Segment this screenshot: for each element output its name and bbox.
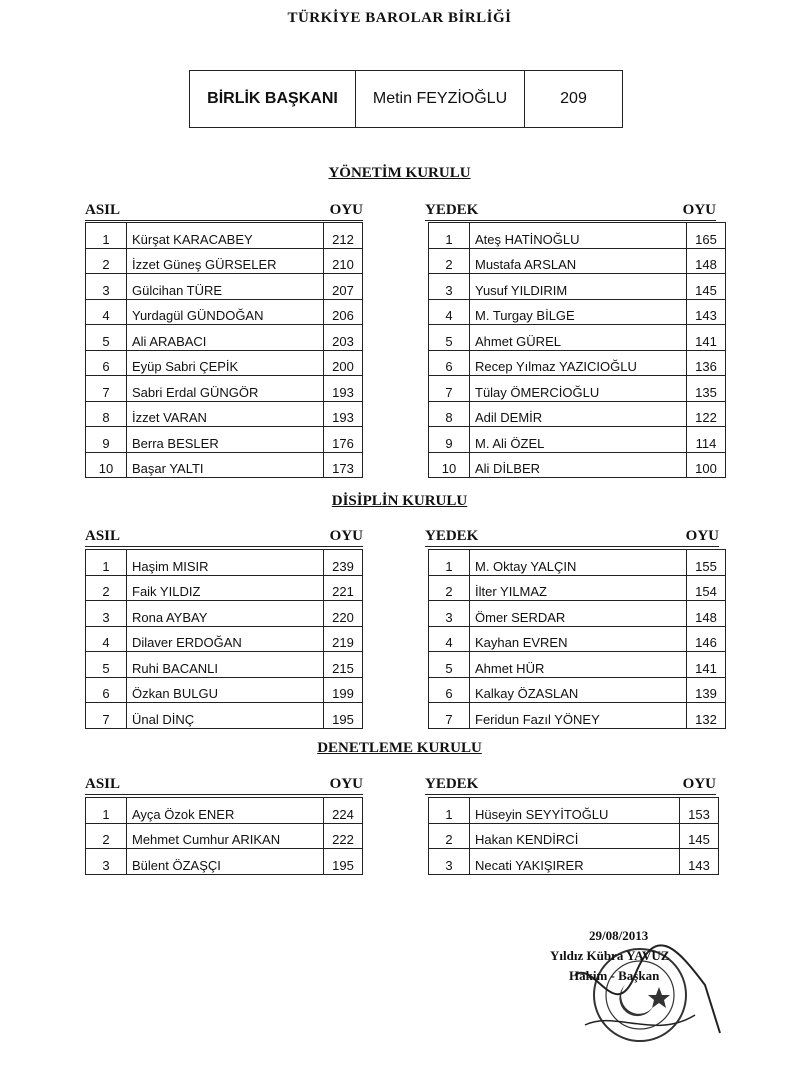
member-name: Dilaver ERDOĞAN — [127, 626, 324, 652]
row-number: 6 — [86, 677, 127, 703]
row-number: 2 — [429, 823, 470, 849]
table-row — [86, 798, 363, 824]
asil-label: ASIL — [85, 202, 121, 218]
member-name: Ayça Özok ENER — [127, 798, 324, 824]
table-row — [429, 223, 726, 249]
yonetim-asil-header — [85, 202, 363, 220]
vote-count: 203 — [324, 325, 363, 351]
row-number: 4 — [429, 626, 470, 652]
member-name: Ömer SERDAR — [470, 601, 687, 627]
table-row — [429, 376, 726, 402]
signature-role: Hakim - Başkan — [569, 968, 660, 983]
member-name: Özkan BULGU — [127, 677, 324, 703]
member-name: Recep Yılmaz YAZICIOĞLU — [470, 350, 687, 376]
row-number: 5 — [429, 652, 470, 678]
vote-count: 148 — [687, 601, 726, 627]
vote-count: 221 — [324, 575, 363, 601]
table-row — [429, 677, 726, 703]
vote-count: 114 — [687, 427, 726, 453]
row-number: 7 — [429, 376, 470, 402]
table-row — [86, 299, 363, 325]
row-number: 10 — [86, 452, 127, 478]
vote-count: 222 — [324, 823, 363, 849]
vote-count: 145 — [687, 274, 726, 300]
disiplin-asil-table — [85, 549, 363, 729]
yonetim-yedek-table — [428, 222, 726, 478]
vote-count: 143 — [680, 849, 719, 875]
president-name: Metin FEYZİOĞLU — [356, 71, 525, 127]
vote-count: 215 — [324, 652, 363, 678]
member-name: Mustafa ARSLAN — [470, 248, 687, 274]
table-row — [429, 248, 726, 274]
president-box — [189, 70, 623, 128]
oyu-label: OYU — [329, 776, 363, 792]
yonetim-asil-table — [85, 222, 363, 478]
table-row — [86, 601, 363, 627]
row-number: 7 — [86, 376, 127, 402]
table-row — [429, 601, 726, 627]
row-number: 10 — [429, 452, 470, 478]
yedek-label: YEDEK — [425, 776, 479, 792]
vote-count: 132 — [687, 703, 726, 729]
member-name: Yurdagül GÜNDOĞAN — [127, 299, 324, 325]
table-row — [429, 652, 726, 678]
oyu-label: OYU — [329, 528, 363, 544]
section-title-yonetim: YÖNETİM KURULU — [328, 165, 471, 181]
row-number: 1 — [429, 798, 470, 824]
member-name: Eyüp Sabri ÇEPİK — [127, 350, 324, 376]
vote-count: 154 — [687, 575, 726, 601]
table-row — [429, 550, 726, 576]
row-number: 2 — [86, 248, 127, 274]
row-number: 9 — [429, 427, 470, 453]
row-number: 8 — [86, 401, 127, 427]
vote-count: 145 — [680, 823, 719, 849]
member-name: Haşim MISIR — [127, 550, 324, 576]
member-name: M. Oktay YALÇIN — [470, 550, 687, 576]
vote-count: 239 — [324, 550, 363, 576]
vote-count: 148 — [687, 248, 726, 274]
signature-date: 29/08/2013 — [589, 928, 649, 943]
row-number: 3 — [429, 274, 470, 300]
member-name: Hakan KENDİRCİ — [470, 823, 680, 849]
disiplin-asil-header — [85, 528, 363, 546]
vote-count: 212 — [324, 223, 363, 249]
member-name: İzzet Güneş GÜRSELER — [127, 248, 324, 274]
denetleme-asil-table — [85, 797, 363, 875]
vote-count: 100 — [687, 452, 726, 478]
table-row — [86, 677, 363, 703]
table-row — [86, 401, 363, 427]
table-row — [429, 703, 726, 729]
vote-count: 193 — [324, 376, 363, 402]
row-number: 1 — [429, 223, 470, 249]
member-name: Tülay ÖMERCİOĞLU — [470, 376, 687, 402]
vote-count: 165 — [687, 223, 726, 249]
oyu-label: OYU — [682, 776, 716, 792]
member-name: Hüseyin SEYYİTOĞLU — [470, 798, 680, 824]
yedek-label: YEDEK — [425, 202, 479, 218]
table-row — [429, 823, 719, 849]
member-name: Ali DİLBER — [470, 452, 687, 478]
table-row — [86, 575, 363, 601]
vote-count: 135 — [687, 376, 726, 402]
table-row — [429, 274, 726, 300]
member-name: Feridun Fazıl YÖNEY — [470, 703, 687, 729]
section-title-denetleme: DENETLEME KURULU — [317, 740, 482, 756]
member-name: Kayhan EVREN — [470, 626, 687, 652]
vote-count: 206 — [324, 299, 363, 325]
vote-count: 200 — [324, 350, 363, 376]
row-number: 4 — [86, 626, 127, 652]
table-row — [86, 427, 363, 453]
denetleme-asil-header — [85, 776, 363, 794]
table-row — [86, 849, 363, 875]
member-name: Faik YILDIZ — [127, 575, 324, 601]
vote-count: 219 — [324, 626, 363, 652]
vote-count: 195 — [324, 849, 363, 875]
vote-count: 141 — [687, 325, 726, 351]
table-row — [86, 376, 363, 402]
vote-count: 155 — [687, 550, 726, 576]
vote-count: 153 — [680, 798, 719, 824]
yedek-label: YEDEK — [425, 528, 479, 544]
vote-count: 199 — [324, 677, 363, 703]
row-number: 3 — [86, 849, 127, 875]
vote-count: 141 — [687, 652, 726, 678]
oyu-label: OYU — [329, 202, 363, 218]
row-number: 3 — [429, 849, 470, 875]
member-name: M. Ali ÖZEL — [470, 427, 687, 453]
member-name: Ünal DİNÇ — [127, 703, 324, 729]
table-row — [86, 223, 363, 249]
row-number: 5 — [429, 325, 470, 351]
member-name: Adil DEMİR — [470, 401, 687, 427]
table-row — [86, 325, 363, 351]
row-number: 8 — [429, 401, 470, 427]
yonetim-yedek-header — [425, 202, 716, 220]
row-number: 1 — [429, 550, 470, 576]
row-number: 9 — [86, 427, 127, 453]
disiplin-yedek-header — [425, 528, 719, 546]
row-number: 2 — [429, 575, 470, 601]
member-name: Berra BESLER — [127, 427, 324, 453]
vote-count: 193 — [324, 401, 363, 427]
row-number: 3 — [86, 274, 127, 300]
asil-label: ASIL — [85, 528, 121, 544]
asil-label: ASIL — [85, 776, 121, 792]
oyu-label: OYU — [682, 202, 716, 218]
table-row — [86, 350, 363, 376]
table-row — [429, 325, 726, 351]
table-row — [86, 626, 363, 652]
member-name: Rona AYBAY — [127, 601, 324, 627]
document-title: TÜRKİYE BAROLAR BİRLİĞİ — [287, 10, 512, 26]
vote-count: 173 — [324, 452, 363, 478]
disiplin-yedek-table — [428, 549, 726, 729]
row-number: 5 — [86, 325, 127, 351]
row-number: 1 — [86, 798, 127, 824]
member-name: Necati YAKIŞIRER — [470, 849, 680, 875]
vote-count: 139 — [687, 677, 726, 703]
table-row — [429, 299, 726, 325]
table-row — [86, 452, 363, 478]
member-name: Bülent ÖZAŞÇI — [127, 849, 324, 875]
president-votes: 209 — [560, 90, 587, 107]
vote-count: 143 — [687, 299, 726, 325]
vote-count: 224 — [324, 798, 363, 824]
member-name: Başar YALTI — [127, 452, 324, 478]
vote-count: 146 — [687, 626, 726, 652]
table-row — [86, 274, 363, 300]
vote-count: 176 — [324, 427, 363, 453]
member-name: Gülcihan TÜRE — [127, 274, 324, 300]
vote-count: 195 — [324, 703, 363, 729]
member-name: Ateş HATİNOĞLU — [470, 223, 687, 249]
table-row — [429, 849, 719, 875]
member-name: Ahmet HÜR — [470, 652, 687, 678]
member-name: Kalkay ÖZASLAN — [470, 677, 687, 703]
row-number: 6 — [429, 350, 470, 376]
row-number: 7 — [86, 703, 127, 729]
table-row — [429, 427, 726, 453]
denetleme-yedek-table — [428, 797, 719, 875]
table-row — [429, 350, 726, 376]
table-row — [429, 575, 726, 601]
table-row — [429, 452, 726, 478]
denetleme-yedek-header — [425, 776, 716, 794]
row-number: 4 — [86, 299, 127, 325]
row-number: 1 — [86, 223, 127, 249]
row-number: 2 — [429, 248, 470, 274]
row-number: 3 — [429, 601, 470, 627]
member-name: Mehmet Cumhur ARIKAN — [127, 823, 324, 849]
member-name: Ruhi BACANLI — [127, 652, 324, 678]
member-name: Ali ARABACI — [127, 325, 324, 351]
table-row — [86, 652, 363, 678]
table-row — [86, 703, 363, 729]
row-number: 5 — [86, 652, 127, 678]
row-number: 4 — [429, 299, 470, 325]
vote-count: 122 — [687, 401, 726, 427]
table-row — [86, 823, 363, 849]
row-number: 6 — [86, 350, 127, 376]
member-name: Kürşat KARACABEY — [127, 223, 324, 249]
member-name: İlter YILMAZ — [470, 575, 687, 601]
row-number: 2 — [86, 575, 127, 601]
signature-name: Yıldız Kübra YAVUZ — [550, 948, 670, 963]
president-role: BİRLİK BAŞKANI — [190, 71, 356, 127]
table-row — [429, 798, 719, 824]
vote-count: 210 — [324, 248, 363, 274]
member-name: İzzet VARAN — [127, 401, 324, 427]
vote-count: 136 — [687, 350, 726, 376]
table-row — [429, 401, 726, 427]
vote-count: 207 — [324, 274, 363, 300]
row-number: 2 — [86, 823, 127, 849]
member-name: Sabri Erdal GÜNGÖR — [127, 376, 324, 402]
oyu-label: OYU — [685, 528, 719, 544]
row-number: 1 — [86, 550, 127, 576]
table-row — [429, 626, 726, 652]
member-name: Yusuf YILDIRIM — [470, 274, 687, 300]
section-title-disiplin: DİSİPLİN KURULU — [331, 493, 468, 509]
member-name: Ahmet GÜREL — [470, 325, 687, 351]
row-number: 3 — [86, 601, 127, 627]
vote-count: 220 — [324, 601, 363, 627]
table-row — [86, 248, 363, 274]
row-number: 6 — [429, 677, 470, 703]
member-name: M. Turgay BİLGE — [470, 299, 687, 325]
row-number: 7 — [429, 703, 470, 729]
table-row — [86, 550, 363, 576]
